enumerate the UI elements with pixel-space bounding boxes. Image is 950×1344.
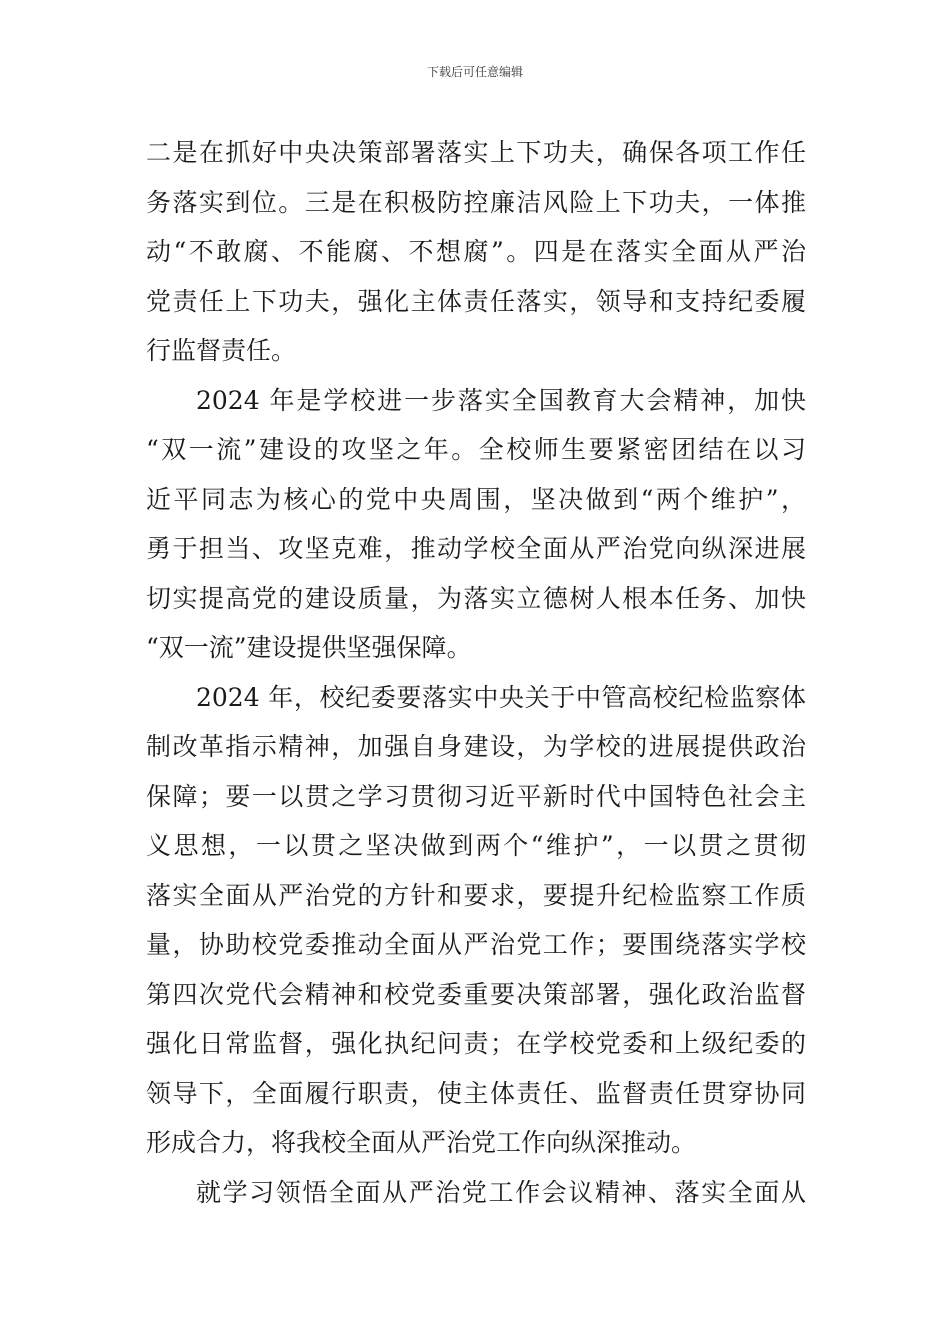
text-line: 务落实到位。三是在积极防控廉洁风险上下功夫，一体推 (146, 187, 806, 217)
text-line: 党责任上下功夫，强化主体责任落实，领导和支持纪委履 (146, 286, 806, 316)
text-line: 第四次党代会精神和校党委重要决策部署，强化政治监督 (146, 979, 806, 1009)
document-body (146, 128, 806, 1217)
text-line: 切实提高党的建设质量，为落实立德树人根本任务、加快 (146, 583, 806, 613)
text-line: 2024 年，校纪委要落实中央关于中管高校纪检监察体 (196, 682, 806, 712)
text-line: 义思想，一以贯之坚决做到两个“维护”，一以贯之贯彻 (146, 831, 806, 860)
text-line: 保障；要一以贯之学习贯彻习近平新时代中国特色社会主 (146, 781, 806, 811)
text-line: 领导下，全面履行职责，使主体责任、监督责任贯穿协同 (146, 1078, 806, 1108)
text-line: 落实全面从严治党的方针和要求，要提升纪检监察工作质 (146, 880, 806, 910)
text-line: 强化日常监督，强化执纪问责；在学校党委和上级纪委的 (146, 1029, 806, 1058)
text-line: 近平同志为核心的党中央周围，坚决做到“两个维护”， (146, 484, 806, 514)
text-line: 形成合力，将我校全面从严治党工作向纵深推动。 (146, 1128, 697, 1157)
text-line: 就学习领悟全面从严治党工作会议精神、落实全面从 (196, 1177, 806, 1207)
text-line: 二是在抓好中央决策部署落实上下功夫，确保各项工作任 (146, 138, 806, 167)
text-line: 2024 年是学校进一步落实全国教育大会精神，加快 (196, 385, 806, 415)
text-line: 制改革指示精神，加强自身建设，为学校的进展提供政治 (146, 732, 806, 761)
text-line: 勇于担当、攻坚克难，推动学校全面从严治党向纵深进展 (146, 534, 806, 563)
paragraph-1 (146, 128, 806, 376)
paragraph-3 (146, 673, 806, 1168)
text-line: “双一流”建设提供坚强保障。 (146, 633, 472, 662)
page-header: 下载后可任意编辑 (426, 65, 523, 79)
paragraph-4 (146, 1168, 806, 1218)
text-line: 动“不敢腐、不能腐、不想腐”。四是在落实全面从严治 (146, 237, 806, 266)
text-line: “双一流”建设的攻坚之年。全校师生要紧密团结在以习 (146, 435, 806, 464)
text-line: 行监督责任。 (146, 336, 297, 365)
paragraph-2 (146, 376, 806, 673)
text-line: 量，协助校党委推动全面从严治党工作；要围绕落实学校 (146, 930, 806, 959)
